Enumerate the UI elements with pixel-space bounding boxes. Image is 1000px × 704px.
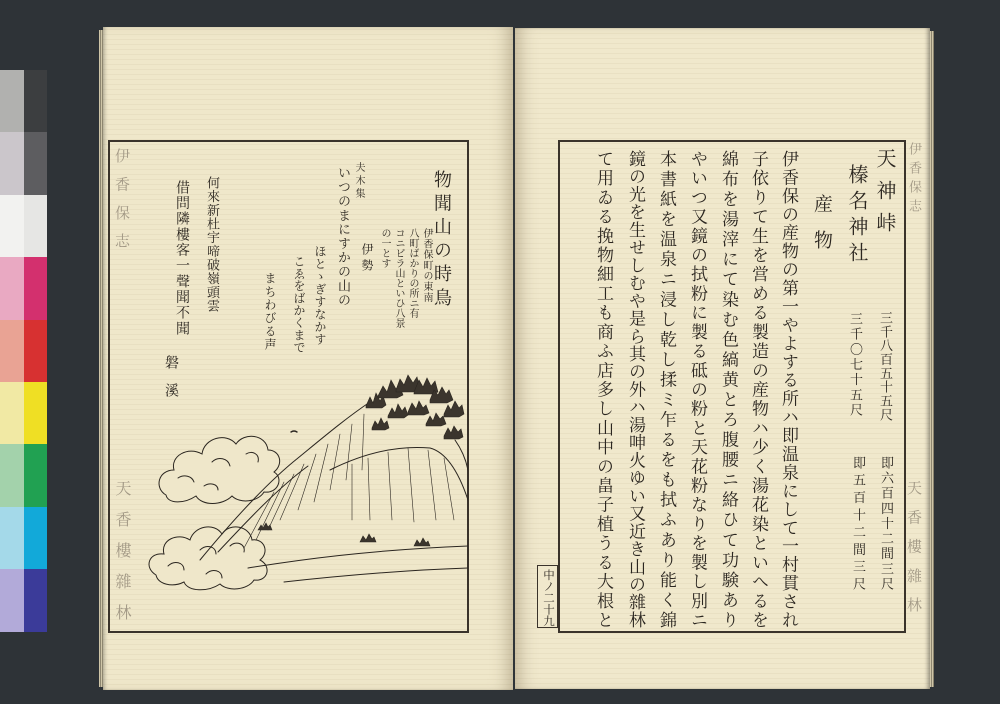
cloud bbox=[149, 527, 267, 590]
kanshi-line: 借問隣樓客一聲聞不聞 bbox=[174, 180, 190, 335]
color-swatch bbox=[24, 70, 48, 133]
color-swatch bbox=[0, 444, 24, 507]
poem-line: ほとゝぎすなかす bbox=[313, 245, 327, 345]
mountain-illustration bbox=[108, 370, 468, 632]
poem-line: こゑをばかくまで bbox=[292, 255, 306, 353]
color-swatch bbox=[0, 320, 24, 383]
main-text-column: 伊香保の産物の第一やよする所ハ即温泉にして一村貫され bbox=[778, 150, 798, 628]
color-swatch bbox=[24, 507, 48, 570]
cloud bbox=[159, 436, 280, 503]
section-title: 産物 bbox=[811, 194, 833, 249]
color-swatch bbox=[24, 257, 48, 320]
left-margin-title: 伊香保志 bbox=[113, 148, 131, 248]
color-swatch bbox=[0, 132, 24, 195]
main-text-column: やいつ又鏡の拭粉に製る砥の粉と天花粉なりを製し別ニ bbox=[687, 150, 707, 628]
poem-line: まちわびる声 bbox=[263, 272, 277, 350]
main-text-column: て用ゐる挽物細工も商ふ店多し山中の畠子植うる大根と bbox=[593, 150, 613, 628]
folio-number: 中ノ二十九 bbox=[542, 569, 556, 627]
place-height: 三千〇七十五尺 bbox=[847, 312, 862, 416]
place-name: 天神峠 bbox=[873, 148, 897, 232]
kanshi-author: 磐溪 bbox=[163, 355, 179, 397]
color-swatch bbox=[0, 195, 24, 258]
left-note-line: の一とす bbox=[379, 228, 390, 268]
poet-name: 伊勢 bbox=[360, 243, 374, 271]
kanshi-line: 何來新杜宇啼破嶺頭雲 bbox=[204, 176, 219, 312]
poem-source: 夫木集 bbox=[353, 162, 364, 198]
poem-line: いつのまにすかの山の bbox=[335, 166, 350, 306]
main-text-column: 鏡の光を生せしむや是ら其の外ハ湯呻火ゆい又近き山の雜林 bbox=[625, 150, 645, 628]
bird-mark bbox=[291, 431, 297, 432]
color-swatch bbox=[24, 320, 48, 383]
main-text-column: 綿布を湯滓にて染む色縞黄とろ腹腰ニ絡ひて功験あり bbox=[718, 150, 738, 628]
right-margin-title: 伊香保志 bbox=[906, 142, 921, 212]
color-swatch bbox=[24, 382, 48, 445]
left-title: 物聞山の時鳥 bbox=[431, 170, 452, 306]
place-height-ken: 即五百十二間三尺 bbox=[850, 456, 865, 590]
main-text-column: 本書紙を温泉ニ浸し乾し揉ミ乍るをも拭ふあり能く錦 bbox=[656, 150, 676, 628]
color-swatch bbox=[0, 257, 24, 320]
color-swatch bbox=[24, 444, 48, 507]
color-calibration-strip bbox=[0, 70, 47, 632]
left-note-line: コニビラ山といひ八景 bbox=[393, 228, 404, 328]
color-swatch bbox=[0, 382, 24, 445]
left-note-line: 八町ばかりの所ニ有 bbox=[407, 228, 418, 318]
mountain-ridge bbox=[330, 447, 468, 500]
color-swatch bbox=[24, 569, 48, 632]
tree-cluster bbox=[366, 375, 464, 439]
place-name: 榛名神社 bbox=[845, 164, 869, 262]
right-margin-subtitle: 天香樓雜林 bbox=[905, 480, 923, 612]
color-swatch bbox=[0, 569, 24, 632]
color-swatch bbox=[0, 70, 24, 133]
color-swatch bbox=[24, 195, 48, 258]
shrub-cluster bbox=[258, 523, 430, 546]
place-height-ken: 即六百四十二間三尺 bbox=[878, 456, 893, 590]
place-height: 三千八百五十五尺 bbox=[877, 311, 892, 421]
main-text-column: 子依りて生を営める製造の産物ハ少く湯花染といへるを bbox=[748, 150, 768, 628]
color-swatch bbox=[0, 507, 24, 570]
folio-box bbox=[537, 565, 558, 628]
left-margin-subtitle: 天香樓雜林 bbox=[113, 480, 132, 620]
left-note-line: 伊香保町の東南 bbox=[421, 228, 432, 302]
color-swatch bbox=[24, 132, 48, 195]
